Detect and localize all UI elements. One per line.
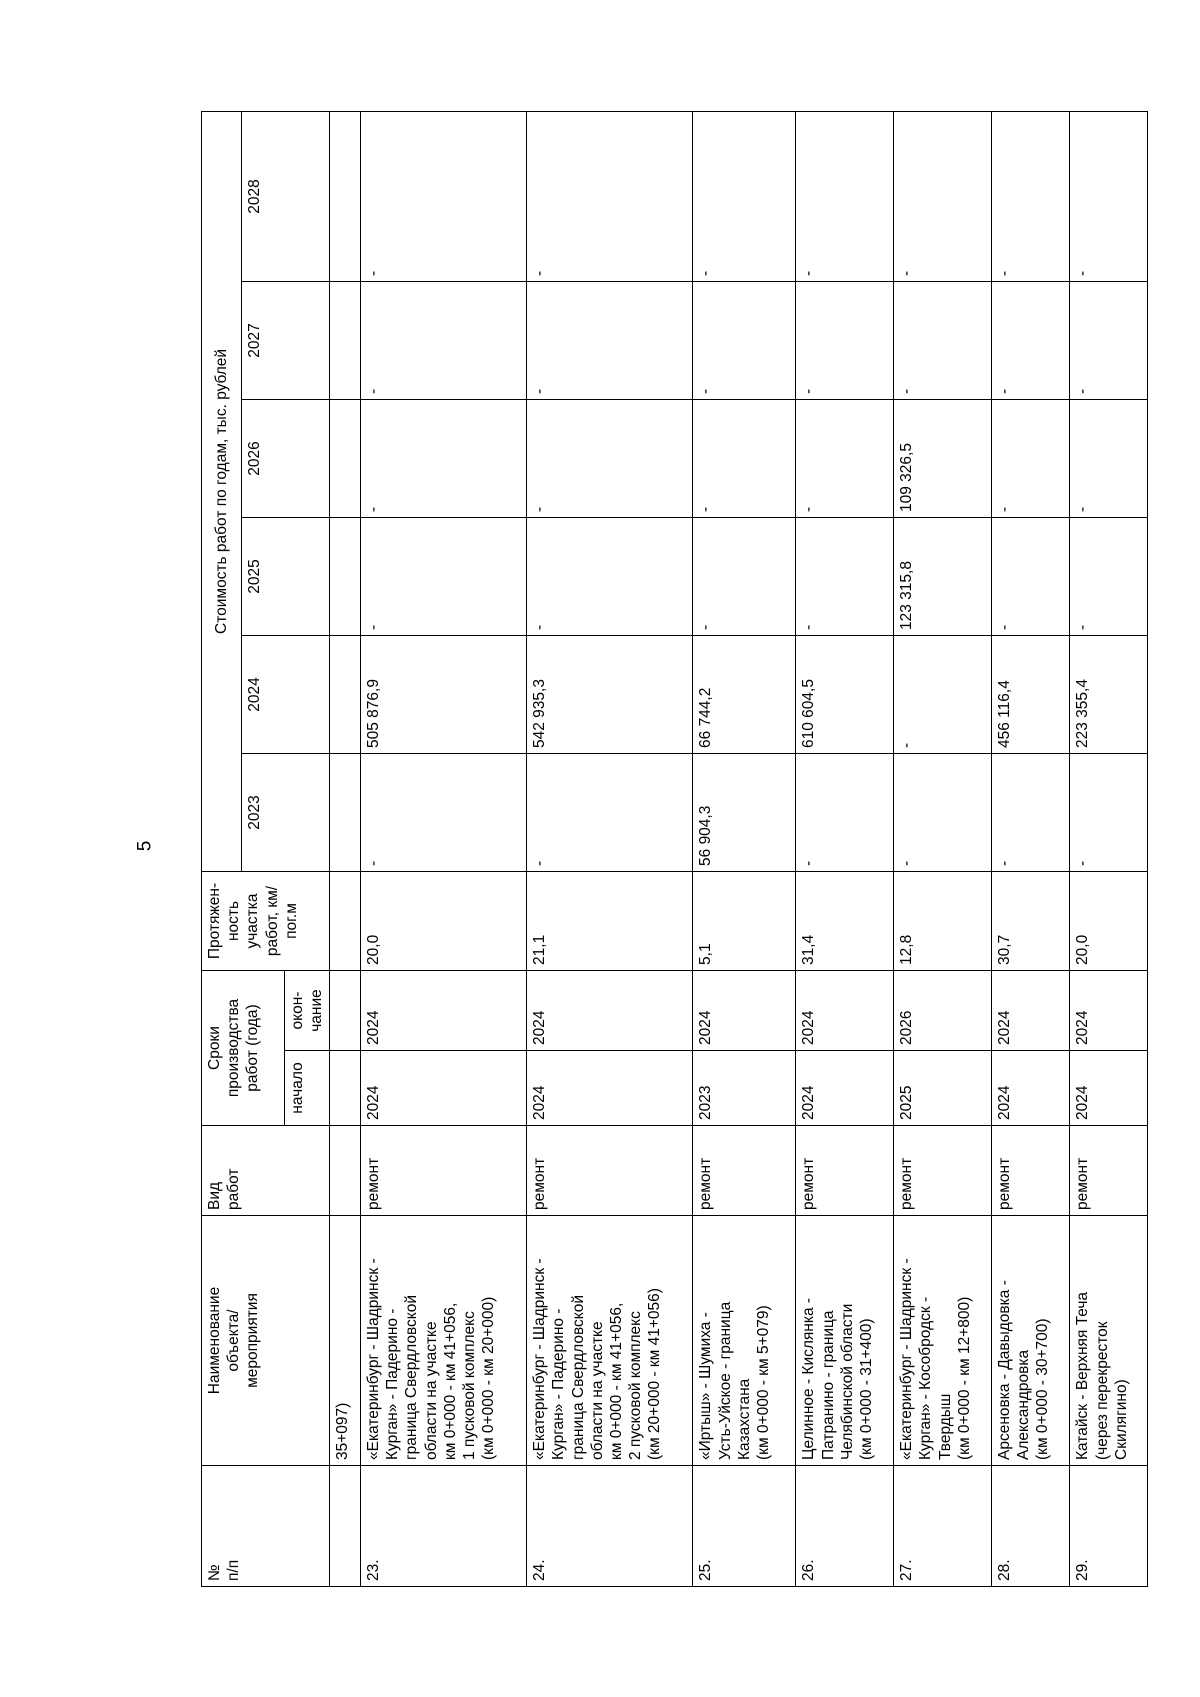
cell-length: 31,4 — [796, 871, 894, 970]
cell-cost-2028: - — [992, 111, 1070, 281]
cell-name: «Иртыш» - Шумиха - Усть-Уйское - граница Казахстана (км 0+000 - км 5+079) — [693, 1216, 796, 1466]
cell-cost-2025: 123 315,8 — [894, 517, 992, 635]
cell-length: 20,0 — [1070, 871, 1148, 970]
cell-length: 20,0 — [361, 871, 527, 970]
cell-cost-2025: - — [361, 517, 527, 635]
cell-cost-2023: - — [1070, 753, 1148, 871]
cell-kind: ремонт — [527, 1126, 693, 1216]
cell-cost-2027: - — [527, 281, 693, 399]
cell-cost-2026: - — [527, 399, 693, 517]
cell-start: 2023 — [693, 1051, 796, 1126]
cell-cost-2026: - — [361, 399, 527, 517]
cell-num: 25. — [693, 1466, 796, 1587]
cell-length: 30,7 — [992, 871, 1070, 970]
cell-cost-2026: 109 326,5 — [894, 399, 992, 517]
cell-cost-2023: - — [992, 753, 1070, 871]
header-year-2028: 2028 — [242, 111, 330, 281]
header-end: окон- чание — [285, 970, 330, 1050]
cell-cost-2024: 66 744,2 — [693, 635, 796, 753]
cell-cost-2026: - — [796, 399, 894, 517]
table-row — [693, 111, 796, 1586]
table-row — [894, 111, 992, 1586]
header-start: начало — [285, 1051, 330, 1126]
cell-start: 2025 — [894, 1051, 992, 1126]
header-year-2026: 2026 — [242, 399, 330, 517]
cell-name-continuation: 35+097) — [330, 1216, 361, 1466]
header-terms: Сроки производства работ (года) — [202, 970, 285, 1125]
cell-cost-2028: - — [894, 111, 992, 281]
cell-cost-2028: - — [527, 111, 693, 281]
cell-cost-2026: - — [992, 399, 1070, 517]
cell-name: Арсеновка - Давыдовка - Александровка (км 0+000 - 30+700) — [992, 1216, 1070, 1466]
cell-cost-2028: - — [1070, 111, 1148, 281]
cell-cost-2027: - — [1070, 281, 1148, 399]
cell-cost-2026: - — [1070, 399, 1148, 517]
cell-kind: ремонт — [361, 1126, 527, 1216]
table-row — [1070, 111, 1148, 1586]
cell-cost-2023: 56 904,3 — [693, 753, 796, 871]
cell-cost-2028: - — [361, 111, 527, 281]
table-row-continuation — [330, 111, 361, 1586]
cell-start: 2024 — [992, 1051, 1070, 1126]
cell-cost-2028: - — [796, 111, 894, 281]
cell-cost-2027: - — [361, 281, 527, 399]
cell-num: 29. — [1070, 1466, 1148, 1587]
cell-cost-2025: - — [992, 517, 1070, 635]
header-year-2023: 2023 — [242, 753, 330, 871]
works-table — [201, 111, 1148, 1587]
header-year-2025: 2025 — [242, 517, 330, 635]
cell-end: 2026 — [894, 970, 992, 1050]
cell-cost-2028: - — [693, 111, 796, 281]
cell-length: 12,8 — [894, 871, 992, 970]
cell-end: 2024 — [1070, 970, 1148, 1050]
cell-end: 2024 — [527, 970, 693, 1050]
cell-kind: ремонт — [693, 1126, 796, 1216]
rotated-table-wrapper — [201, 112, 1148, 1587]
cell-cost-2027: - — [693, 281, 796, 399]
header-kind: Вид работ — [202, 1126, 330, 1216]
cell-name: «Екатеринбург - Шадринск - Курган» - Падерино - граница Свердловской области на участке км 0+000 - км 41+056, 1 пусковой комплекс (км 0+000 - км 20+000) — [361, 1216, 527, 1466]
cell-name: «Екатеринбург - Шадринск - Курган» - Кособродск - Твердыш (км 0+000 - км 12+800) — [894, 1216, 992, 1466]
cell-cost-2024: 542 935,3 — [527, 635, 693, 753]
table-row — [527, 111, 693, 1586]
cell-name: Катайск - Верхняя Теча (через перекресток Скилягино) — [1070, 1216, 1148, 1466]
cell-cost-2026: - — [693, 399, 796, 517]
cell-cost-2027: - — [992, 281, 1070, 399]
cell-cost-2027: - — [894, 281, 992, 399]
table-row — [361, 111, 527, 1586]
cell-cost-2024: - — [894, 635, 992, 753]
cell-kind: ремонт — [796, 1126, 894, 1216]
cell-end: 2024 — [693, 970, 796, 1050]
cell-start: 2024 — [796, 1051, 894, 1126]
cell-end: 2024 — [361, 970, 527, 1050]
cell-end: 2024 — [796, 970, 894, 1050]
cell-num: 24. — [527, 1466, 693, 1587]
cell-cost-2024: 505 876,9 — [361, 635, 527, 753]
cell-cost-2023: - — [894, 753, 992, 871]
cell-cost-2023: - — [796, 753, 894, 871]
cell-start: 2024 — [527, 1051, 693, 1126]
header-cost: Стоимость работ по годам, тыс. рублей — [202, 111, 242, 871]
cell-num: 27. — [894, 1466, 992, 1587]
cell-cost-2025: - — [796, 517, 894, 635]
cell-start: 2024 — [1070, 1051, 1148, 1126]
header-length: Протяжен- ность участка работ, км/ пог.м — [202, 871, 330, 970]
cell-num: 28. — [992, 1466, 1070, 1587]
header-num: № п/п — [202, 1466, 330, 1587]
cell-cost-2024: 610 604,5 — [796, 635, 894, 753]
cell-cost-2025: - — [527, 517, 693, 635]
cell-cost-2024: 223 355,4 — [1070, 635, 1148, 753]
table-row — [992, 111, 1070, 1586]
cell-cost-2023: - — [527, 753, 693, 871]
header-year-2024: 2024 — [242, 635, 330, 753]
cell-length: 21,1 — [527, 871, 693, 970]
cell-end: 2024 — [992, 970, 1070, 1050]
cell-cost-2025: - — [693, 517, 796, 635]
cell-num — [330, 1466, 361, 1587]
cell-cost-2027: - — [796, 281, 894, 399]
cell-num: 26. — [796, 1466, 894, 1587]
cell-kind: ремонт — [992, 1126, 1070, 1216]
cell-name: «Екатеринбург - Шадринск - Курган» - Падерино - граница Свердловской области на участке км 0+000 - км 41+056, 2 пусковой комплекс (км 20+000 - км 41+056) — [527, 1216, 693, 1466]
cell-length: 5,1 — [693, 871, 796, 970]
header-name: Наименование объекта/ мероприятия — [202, 1216, 330, 1466]
cell-start: 2024 — [361, 1051, 527, 1126]
cell-cost-2023: - — [361, 753, 527, 871]
page-number: 5 — [134, 840, 156, 852]
cell-name: Целинное - Кислянка - Патранино - граница Челябинской области (км 0+000 - 31+400) — [796, 1216, 894, 1466]
cell-cost-2025: - — [1070, 517, 1148, 635]
cell-kind: ремонт — [1070, 1126, 1148, 1216]
cell-cost-2024: 456 116,4 — [992, 635, 1070, 753]
cell-kind: ремонт — [894, 1126, 992, 1216]
header-year-2027: 2027 — [242, 281, 330, 399]
table-row — [796, 111, 894, 1586]
cell-num: 23. — [361, 1466, 527, 1587]
